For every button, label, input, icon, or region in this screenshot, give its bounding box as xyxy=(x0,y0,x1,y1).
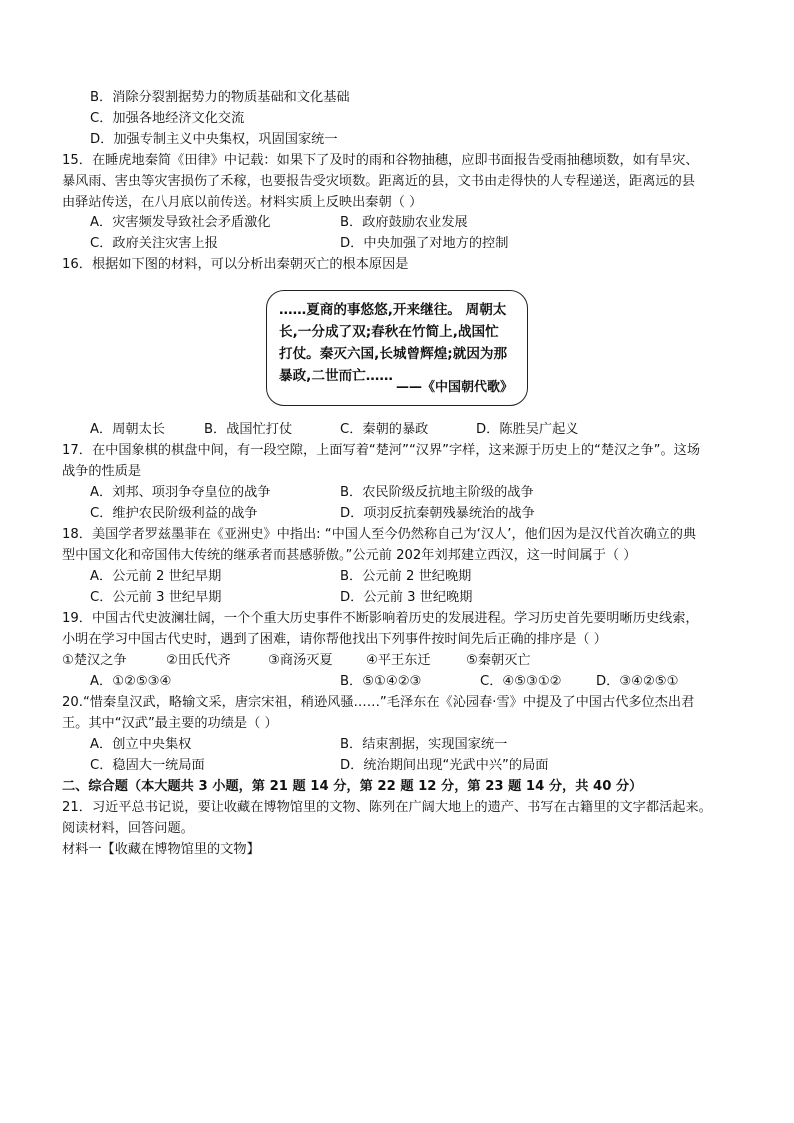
q18-option-d: D．公元前 3 世纪晚期 xyxy=(340,590,473,605)
q19-stem-line2: 小明在学习中国古代史时，遇到了困难，请你帮他找出下列事件按时间先后正确的排序是（ ） xyxy=(62,632,607,647)
q19-event-3: ③商汤灭夏 xyxy=(268,653,333,668)
q17-option-c: C．维护农民阶级利益的战争 xyxy=(90,506,258,521)
q15-option-c: C．政府关注灾害上报 xyxy=(90,236,218,251)
q15-option-d: D．中央加强了对地方的控制 xyxy=(340,236,509,251)
q15-stem-line3: 由驿站传送，在八月底以前传送。材料实质上反映出秦朝（ ） xyxy=(62,195,423,210)
q20-stem-line1: 20.“惜秦皇汉武，略输文采，唐宗宋祖，稍逊风骚……”毛泽东在《沁园春·雪》中提及了中国古代多位杰出君 xyxy=(62,695,695,710)
quote-line-4: 暴政,二世而亡…… xyxy=(279,368,393,384)
quote-line-2: 长,一分成了双;春秋在竹简上,战国忙 xyxy=(279,324,499,340)
q15-option-b: B．政府鼓励农业发展 xyxy=(340,215,468,230)
q21-material-1-title: 材料一【收藏在博物馆里的文物】 xyxy=(62,842,260,857)
q15-stem-line1: 15．在睡虎地秦简《田律》中记载：如果下了及时的雨和谷物抽穗，应即书面报告受雨抽穗顷数，如有旱灾、 xyxy=(62,153,699,168)
q16-option-b: B．战国忙打仗 xyxy=(204,422,293,437)
q14-option-d: D．加强专制主义中央集权，巩固国家统一 xyxy=(90,132,338,147)
q18-option-a: A．公元前 2 世纪早期 xyxy=(90,569,222,584)
q17-option-a: A．刘邦、项羽争夺皇位的战争 xyxy=(90,485,271,500)
q16-option-a: A．周朝太长 xyxy=(90,422,165,437)
q16-option-c: C．秦朝的暴政 xyxy=(340,422,429,437)
quote-source: ——《中国朝代歌》 xyxy=(395,380,513,395)
q19-event-5: ⑤秦朝灭亡 xyxy=(466,653,531,668)
q21-stem-line2: 阅读材料，回答问题。 xyxy=(62,821,194,836)
q19-event-1: ①楚汉之争 xyxy=(62,653,127,668)
q17-stem-line2: 战争的性质是 xyxy=(62,464,142,479)
q20-option-d: D．统治期间出现“光武中兴”的局面 xyxy=(340,758,549,773)
q19-option-a: A．①②⑤③④ xyxy=(90,674,172,689)
q15-stem-line2: 暴风雨、害虫等灾害损伤了禾稼，也要报告受灾顷数。距离近的县，文书由走得快的人专程递送，距离远的县 xyxy=(62,174,695,189)
song-quote-box xyxy=(266,290,528,406)
quote-line-3: 打仗。秦灭六国,长城曾辉煌;就因为那 xyxy=(279,346,508,362)
q15-option-a: A．灾害频发导致社会矛盾激化 xyxy=(90,215,271,230)
q18-option-b: B．公元前 2 世纪晚期 xyxy=(340,569,472,584)
q20-stem-line2: 王。其中“汉武”最主要的功绩是（ ） xyxy=(62,716,278,731)
quote-line-1: ……夏商的事悠悠,开来继往。 周朝太 xyxy=(279,302,507,318)
q19-event-4: ④平王东迁 xyxy=(366,653,431,668)
q16-stem: 16．根据如下图的材料，可以分析出秦朝灭亡的根本原因是 xyxy=(62,257,409,272)
q17-option-b: B．农民阶级反抗地主阶级的战争 xyxy=(340,485,534,500)
q20-option-a: A．创立中央集权 xyxy=(90,737,192,752)
q18-option-c: C．公元前 3 世纪早期 xyxy=(90,590,222,605)
q17-stem-line1: 17．在中国象棋的棋盘中间，有一段空隙，上面写着“楚河”“汉界”字样，这来源于历史上的“楚汉之争”。这场 xyxy=(62,443,701,458)
q21-stem-line1: 21．习近平总书记说，要让收藏在博物馆里的文物、陈列在广阔大地上的遗产、书写在古籍里的文字都活起来。 xyxy=(62,800,712,815)
q19-option-d: D．③④②⑤① xyxy=(596,674,679,689)
q16-option-d: D．陈胜吴广起义 xyxy=(476,422,579,437)
q14-option-c: C．加强各地经济文化交流 xyxy=(90,111,245,126)
q19-stem-line1: 19．中国古代史波澜壮阔，一个个重大历史事件不断影响着历史的发展进程。学习历史首先要明晰历史线索， xyxy=(62,611,699,626)
q20-option-b: B．结束割据，实现国家统一 xyxy=(340,737,508,752)
q19-option-c: C．④⑤③①② xyxy=(480,674,562,689)
q20-option-c: C．稳固大一统局面 xyxy=(90,758,205,773)
section-2-title: 二、综合题（本大题共 3 小题，第 21 题 14 分，第 22 题 12 分，第 23 题 14 分，共 40 分） xyxy=(62,779,643,794)
q18-stem-line2: 型中国文化和帝国伟大传统的继承者而甚感骄傲。”公元前 202年刘邦建立西汉，这一时间属于（ ） xyxy=(62,548,637,563)
q19-event-2: ②田氏代齐 xyxy=(166,653,231,668)
q14-option-b: B．消除分裂割据势力的物质基础和文化基础 xyxy=(90,90,350,105)
q17-option-d: D．项羽反抗秦朝残暴统治的战争 xyxy=(340,506,535,521)
q19-option-b: B．⑤①④②③ xyxy=(340,674,422,689)
q18-stem-line1: 18．美国学者罗兹墨菲在《亚洲史》中指出: “中国人至今仍然称自己为‘汉人’，他们因为是汉代首次确立的典 xyxy=(62,527,697,542)
